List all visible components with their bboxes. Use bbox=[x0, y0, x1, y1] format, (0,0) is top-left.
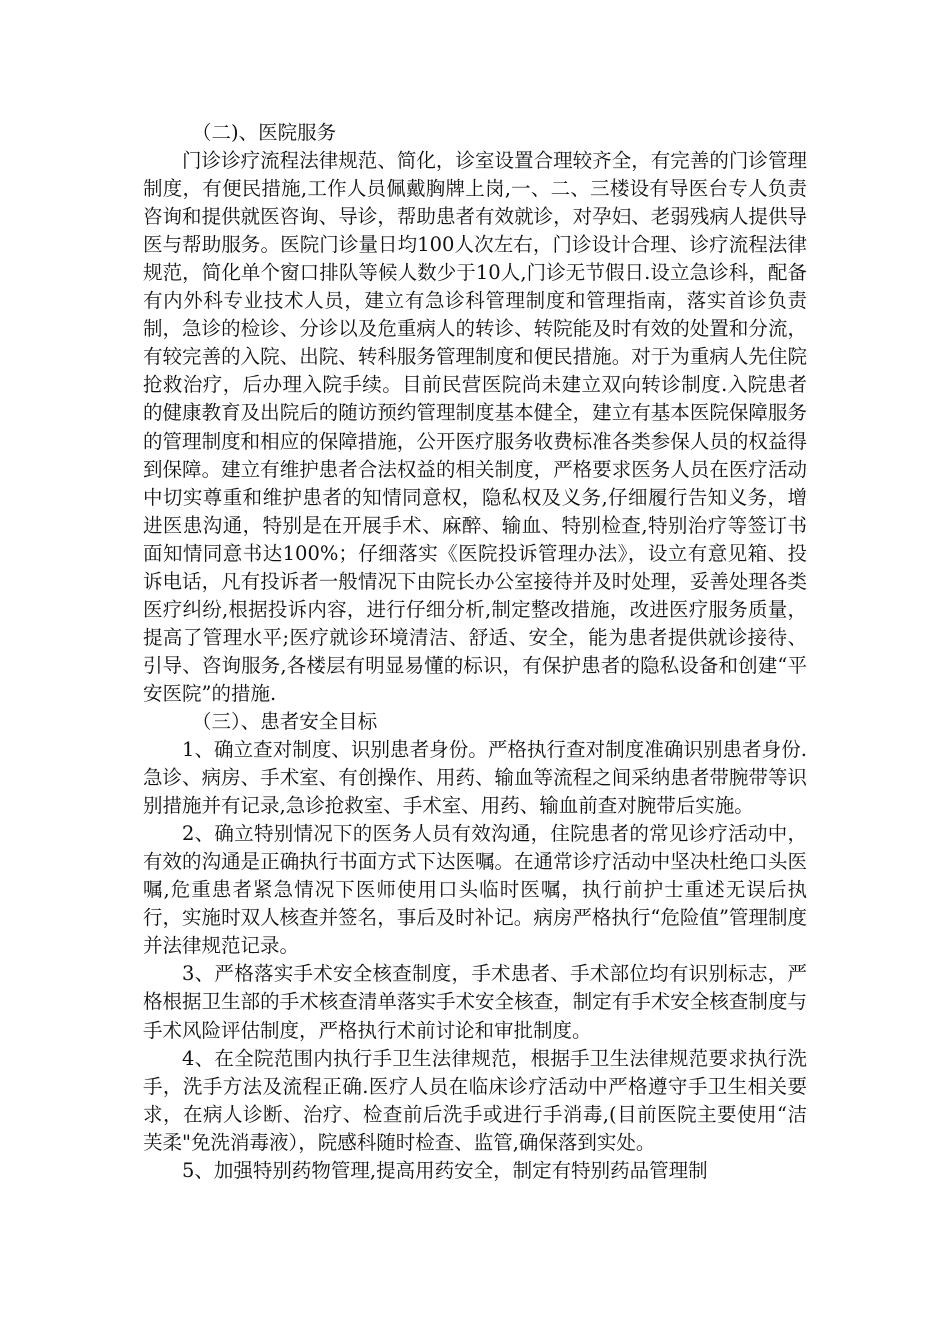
list-item-effective-communication: 2、确立特别情况下的医务人员有效沟通，住院患者的常见诊疗活动中，有效的沟通是正确执行书面方式下达医嘱。在通常诊疗活动中坚决杜绝口头医嘱,危重患者紧急情况下医师使用口头临时医嘱，执行前护士重述无误后执行，实施时双人核查并签名，事后及时补记。病房严格执行“危险值”管理制度并法律规范记录。 bbox=[143, 822, 807, 958]
list-item-hand-hygiene: 4、在全院范围内执行手卫生法律规范，根据手卫生法律规范要求执行洗手，洗手方法及流程正确.医疗人员在临床诊疗活动中严格遵守手卫生相关要求，在病人诊断、治疗、检查前后洗手或进行手消毒,(目前医院主要使用“洁芙柔"免洗消毒液），院感科随时检查、监管,确保落到实处。 bbox=[143, 1046, 807, 1154]
section-heading-patient-safety: （三）、患者安全目标 bbox=[192, 709, 378, 733]
document-page bbox=[143, 119, 807, 1185]
list-item-patient-identification: 1、确立查对制度、识别患者身份。严格执行查对制度准确识别患者身份.急诊、病房、手术室、有创操作、用药、输血等流程之间采纳患者带腕带等识别措施并有记录,急诊抢救室、手术室、用药、输血前查对腕带后实施。 bbox=[143, 738, 807, 818]
paragraph-hospital-service: 门诊诊疗流程法律规范、简化，诊室设置合理较齐全，有完善的门诊管理制度，有便民措施,工作人员佩戴胸牌上岗,一、二、三楼设有导医台专人负责咨询和提供就医咨询、导诊，帮助患者有效就诊，对孕妇、老弱残病人提供导医与帮助服务。医院门诊量日均100人次左右，门诊设计合理、诊疗流程法律规范，简化单个窗口排队等候人数少于10人,门诊无节假日.设立急诊科，配备有内外科专业技术人员，建立有急诊科管理制度和管理指南，落实首诊负责制，急诊的检诊、分诊以及危重病人的转诊、转院能及时有效的处置和分流，有较完善的入院、出院、转科服务管理制度和便民措施。对于为重病人先住院抢救治疗，后办理入院手续。目前民营医院尚未建立双向转诊制度.入院患者的健康教育及出院后的随访预约管理制度基本健全，建立有基本医院保障服务的管理制度和相应的保障措施，公开医疗服务收费标准各类参保人员的权益得到保障。建立有维护患者合法权益的相关制度，严格要求医务人员在医疗活动中切实尊重和维护患者的知情同意权，隐私权及义务,仔细履行告知义务，增进医患沟通，特别是在开展手术、麻醉、输血、特别检查,特别治疗等签订书面知情同意书达100%；仔细落实《医院投诉管理办法》，设立有意见箱、投诉电话，凡有投诉者一般情况下由院长办公室接待并及时处理，妥善处理各类医疗纠纷,根据投诉内容，进行仔细分析,制定整改措施，改进医疗服务质量，提高了管理水平;医疗就诊环境清洁、舒适、安全，能为患者提供就诊接待、引导、咨询服务,各楼层有明显易懂的标识，有保护患者的隐私设备和创建“平安医院”的措施. bbox=[143, 149, 807, 705]
list-item-medication-safety: 5、加强特别药物管理,提高用药安全，制定有特别药品管理制 bbox=[182, 1158, 708, 1182]
section-heading-hospital-service: （二)、医院服务 bbox=[192, 121, 337, 144]
list-item-surgical-safety: 3、严格落实手术安全核查制度，手术患者、手术部位均有识别标志，严格根据卫生部的手术核查清单落实手术安全核查，制定有手术安全核查制度与手术风险评估制度，严格执行术前讨论和审批制度。 bbox=[143, 962, 807, 1042]
